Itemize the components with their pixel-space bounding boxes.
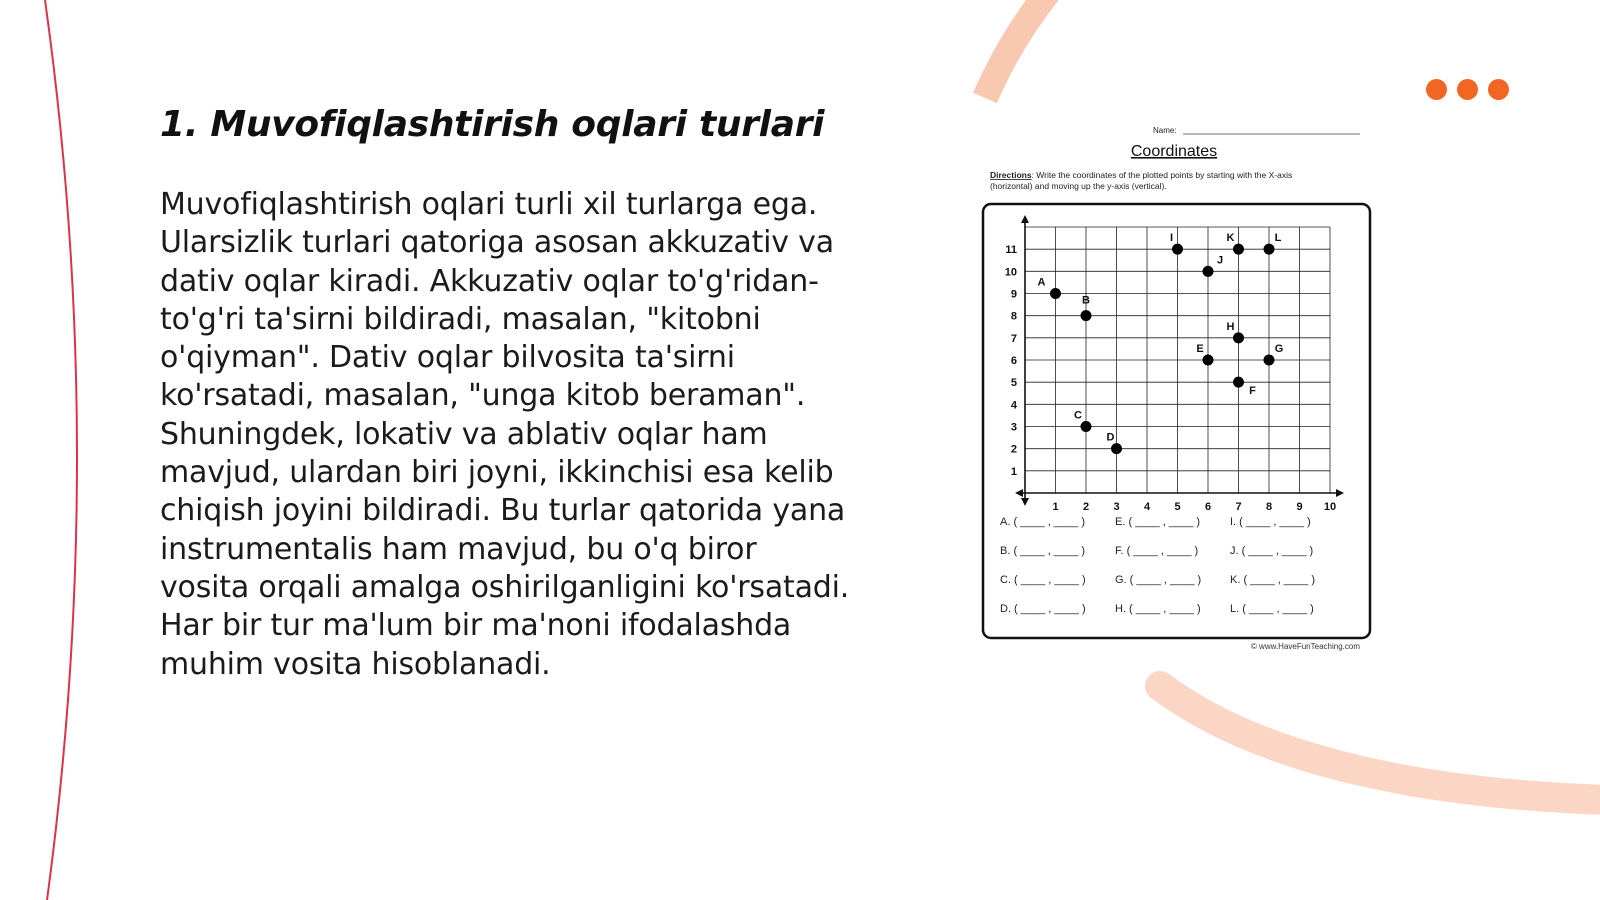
- x-axis-arrow-icon: [1336, 489, 1344, 497]
- data-point-label: G: [1274, 343, 1284, 355]
- x-tick-label: 8: [1265, 501, 1273, 513]
- y-tick-label: 1: [1010, 465, 1017, 478]
- data-point: [1111, 443, 1122, 454]
- x-tick-label: 3: [1113, 501, 1120, 513]
- answer-blank: K. ( ____ , ____ ): [1230, 574, 1315, 586]
- answer-blank: A. ( ____ , ____ ): [1000, 516, 1085, 528]
- data-point: [1264, 244, 1275, 255]
- three-dots-icon: [1426, 79, 1447, 100]
- data-point-label: I: [1169, 232, 1174, 245]
- data-point: [1233, 377, 1244, 388]
- x-tick-label: 6: [1204, 501, 1212, 513]
- bottom-peach-arc: [1160, 686, 1600, 800]
- data-point: [1203, 355, 1214, 366]
- y-tick-label: 2: [1010, 443, 1017, 456]
- worksheet-name-label: Name:: [1153, 126, 1177, 135]
- coordinates-worksheet: [960, 120, 1380, 660]
- data-point-label: E: [1196, 343, 1204, 355]
- x-tick-label: 2: [1082, 501, 1090, 513]
- data-point-label: L: [1274, 232, 1282, 245]
- y-tick-label: 9: [1010, 288, 1017, 301]
- x-tick-label: 1: [1052, 501, 1059, 513]
- data-point: [1081, 310, 1092, 321]
- data-point: [1233, 244, 1244, 255]
- coordinate-plot: [1005, 215, 1344, 513]
- directions-text-2: (horizontal) and moving up the y-axis (vertical).: [990, 181, 1167, 191]
- data-point-label: A: [1037, 276, 1046, 289]
- data-point-label: B: [1082, 294, 1090, 307]
- directions-text: : Write the coordinates of the plotted points by starting with the X-axis: [1031, 170, 1293, 180]
- x-axis-arrow-icon: [1015, 489, 1023, 497]
- answer-blank: D. ( ____ , ____ ): [1000, 603, 1086, 615]
- data-point: [1264, 355, 1275, 366]
- x-tick-label: 4: [1143, 501, 1151, 513]
- left-accent-line: [45, 0, 77, 900]
- x-tick-label: 7: [1235, 501, 1242, 513]
- answer-blank: H. ( ____ , ____ ): [1115, 603, 1201, 615]
- slide-title: 1. Muvofiqlashtirish oqlari turlari: [160, 104, 825, 145]
- data-point-label: F: [1249, 385, 1256, 398]
- top-peach-arc: [985, 0, 1050, 98]
- three-dots-icon: [1457, 79, 1478, 100]
- y-tick-label: 6: [1010, 355, 1017, 367]
- x-tick-label: 10: [1323, 501, 1337, 513]
- y-tick-label: 8: [1010, 310, 1017, 323]
- data-point-label: H: [1226, 320, 1235, 333]
- y-axis-arrow-icon: [1021, 498, 1029, 506]
- answer-blank: E. ( ____ , ____ ): [1115, 516, 1200, 528]
- answer-blank: F. ( ____ , ____ ): [1115, 545, 1199, 557]
- x-tick-label: 5: [1174, 501, 1181, 513]
- directions-label: Directions: [990, 170, 1032, 180]
- data-point: [1233, 332, 1244, 343]
- slide-body-text: Muvofiqlashtirish oqlari turli xil turlarga ega. Ularsizlik turlari qatoriga asosan akkuzativ va dativ oqlar kiradi. Akkuzativ oqlar to'g'ridan-to'g'ri ta'sirni bildiradi, masalan, "kitobni o'qiyman". Dativ oqlar bilvosita ta'sirni ko'rsatadi, masalan, "unga kitob beraman". Shuningdek, lokativ va ablativ oqlar ham mavjud, ulardan biri joyni, ikkinchisi esa kelib chiqish joyini bildiradi. Bu turlar qatorida yana instrumentalis ham mavjud, bu o'q biror vosita orqali amalga oshirilganligini ko'rsatadi. Har bir tur ma'lum bir ma'noni ifodalashda muhim vosita hisoblanadi.: [160, 187, 850, 682]
- worksheet-title: Coordinates: [1130, 143, 1218, 160]
- worksheet-footer: © www.HaveFunTeaching.com: [1250, 642, 1360, 651]
- y-tick-label: 4: [1010, 399, 1017, 412]
- data-point-label: K: [1226, 232, 1235, 245]
- answer-blank: J. ( ____ , ____ ): [1230, 545, 1314, 557]
- answer-blank: C. ( ____ , ____ ): [1000, 574, 1086, 586]
- menu-dots[interactable]: [1426, 79, 1509, 100]
- data-point-label: C: [1074, 409, 1082, 422]
- y-tick-label: 7: [1010, 332, 1017, 345]
- y-tick-label: 5: [1010, 377, 1017, 390]
- three-dots-icon: [1488, 79, 1509, 100]
- data-point: [1081, 421, 1092, 432]
- y-tick-label: 3: [1010, 421, 1017, 434]
- data-point-label: D: [1106, 431, 1115, 444]
- answer-blank: I. ( ____ , ____ ): [1230, 516, 1311, 528]
- worksheet-directions: [990, 170, 1292, 180]
- data-point: [1203, 266, 1214, 277]
- data-point-label: J: [1216, 254, 1224, 267]
- answer-grid: [1000, 516, 1315, 615]
- answer-blank: G. ( ____ , ____ ): [1115, 574, 1202, 586]
- answer-blank: L. ( ____ , ____ ): [1230, 603, 1314, 615]
- y-axis-arrow-icon: [1021, 215, 1029, 223]
- y-tick-label: 11: [1005, 244, 1017, 257]
- x-tick-label: 9: [1296, 501, 1303, 513]
- worksheet-frame: [983, 204, 1370, 638]
- answer-blank: B. ( ____ , ____ ): [1000, 545, 1085, 557]
- y-tick-label: 10: [1004, 266, 1017, 279]
- data-point: [1172, 244, 1183, 255]
- data-point: [1050, 288, 1061, 299]
- worksheet-figure: [960, 120, 1380, 660]
